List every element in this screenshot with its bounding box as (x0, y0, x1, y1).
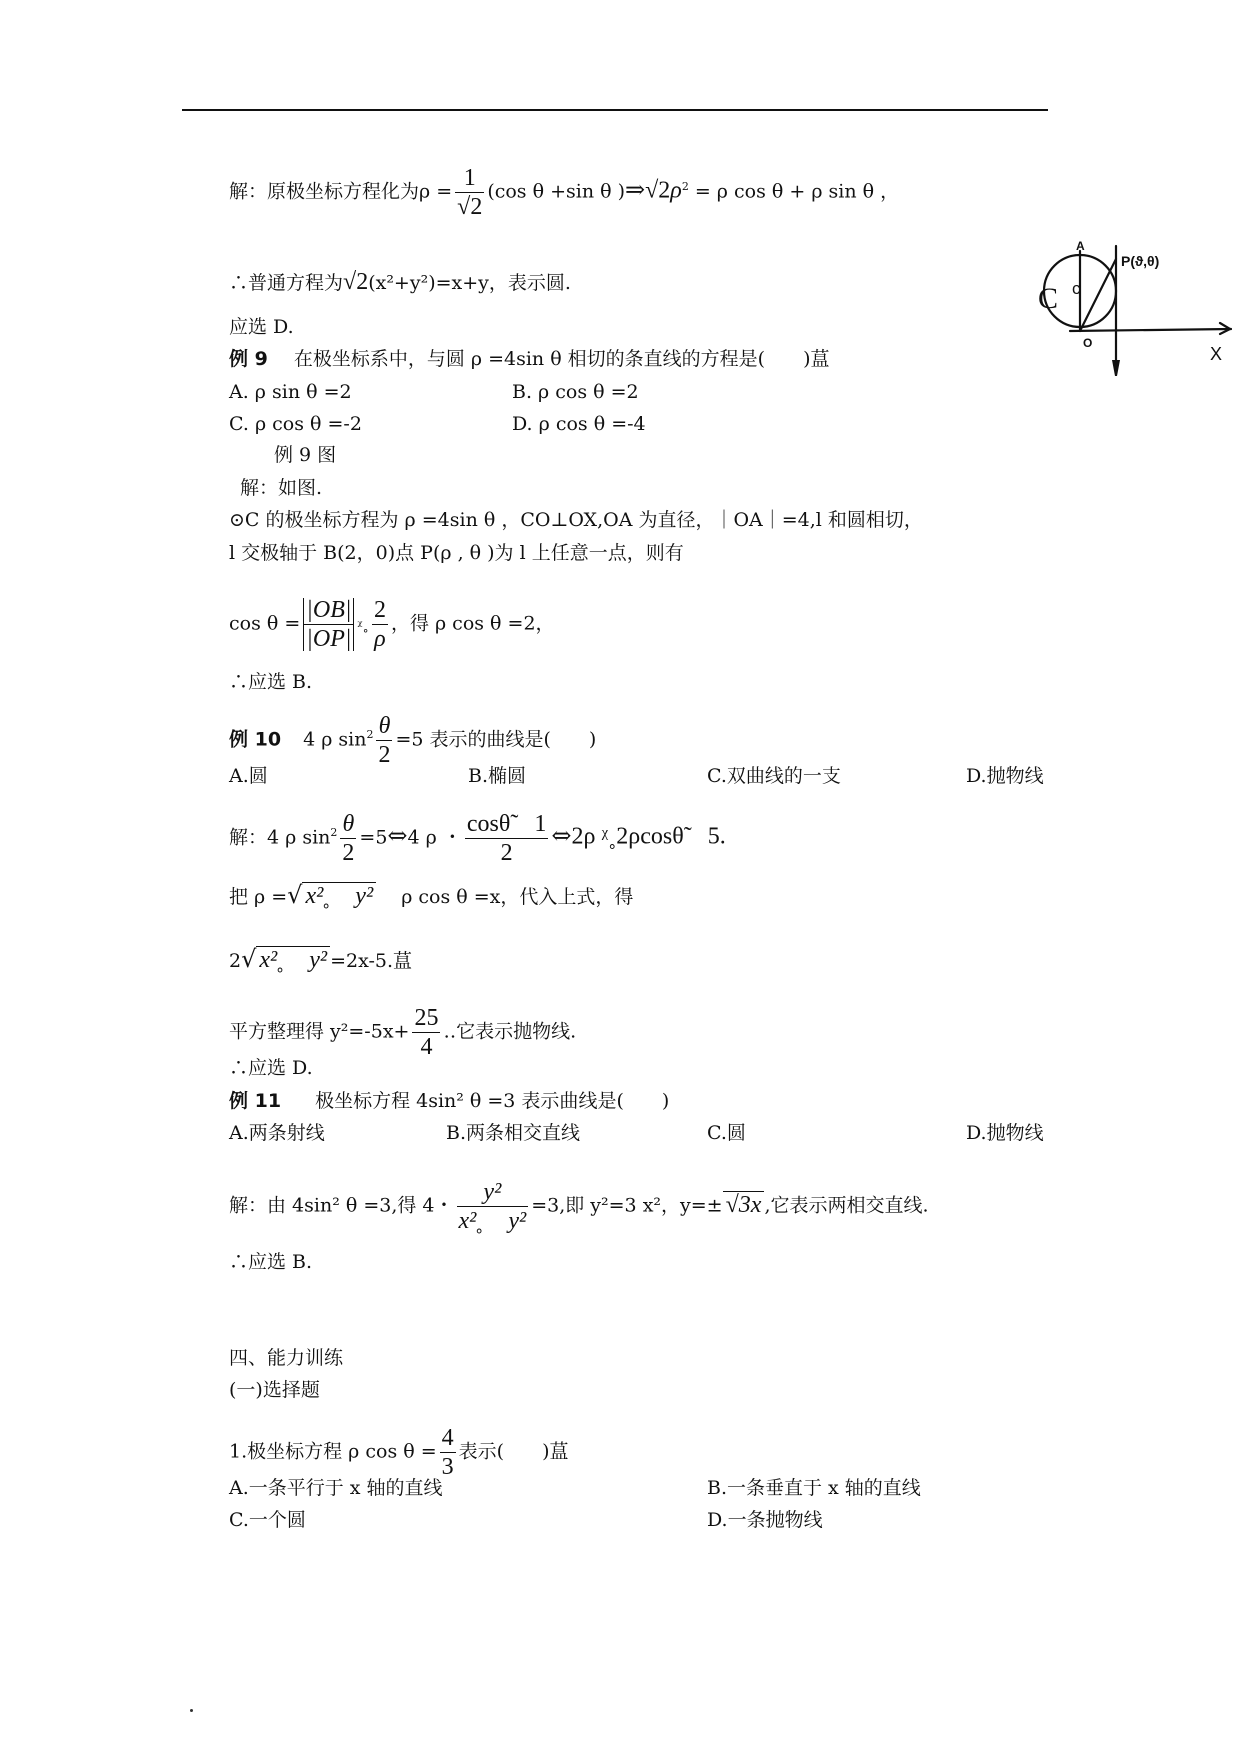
label-c-small: c (1072, 279, 1081, 298)
fraction-25-over-4: $\frac{25}{4}$ (414, 1005, 439, 1060)
example-9-answer: ∴应选 B. (229, 671, 313, 693)
label-x: X (1210, 344, 1223, 364)
header-rule (182, 109, 1048, 111)
example-10-option-b: B.椭圆 (468, 765, 527, 787)
label-o: O (1083, 336, 1093, 350)
line-bottom-mark (1112, 360, 1120, 376)
example-9-figure (1036, 238, 1232, 380)
example-10-solution-1: 解：4 ρ $\sin^2$ $\frac{\theta}{2}$ =5⇔4 ρ ・ $\frac{\cos\thetã 1}{2}$ ⇔2ρ ᵡ˳2ρcosθ̃ 5. (229, 811, 726, 866)
fraction-1-over-sqrt2: $\frac{1}{√2}$ (457, 165, 483, 220)
example-9-solution-line-1: ⊙C 的极坐标方程为 ρ =4sin θ ，CO⊥OX,OA 为直径，｜OA｜=4,l 和圆相切， (229, 509, 923, 531)
fraction-4-over-3: $\frac{4}{3}$ (441, 1425, 454, 1480)
example-9-option-d: D. ρ cos θ =-4 (512, 413, 646, 435)
label-c-big: C (1038, 282, 1059, 315)
label-a: A (1076, 239, 1085, 253)
question-1-option-c: C.一个圆 (229, 1509, 306, 1531)
example-9-question: 例 9 在极坐标系中，与圆 ρ =4sin θ 相切的条直线的方程是( )蒀 (229, 348, 830, 370)
example-10-answer: ∴应选 D. (229, 1057, 313, 1079)
example-10-option-a: A.圆 (229, 765, 268, 787)
section-4-heading: 四、能力训练 (229, 1347, 344, 1369)
example-11-option-a: A.两条射线 (229, 1122, 325, 1144)
question-1-option-d: D.一条抛物线 (707, 1509, 823, 1531)
example-10-option-c: C.双曲线的一支 (707, 765, 841, 787)
answer-d-1: 应选 D. (229, 316, 294, 338)
fraction-cos-theta: $\frac{\cos\thetã 1}{2}$ (466, 811, 547, 866)
example-10-solution-3: 2√ x²˳ y² =2x-5.蒀 (229, 945, 413, 973)
fraction-theta-over-2: $\frac{\theta}{2}$ (378, 713, 391, 768)
example-11-option-d: D.抛物线 (966, 1122, 1044, 1144)
example-11-answer: ∴应选 B. (229, 1251, 313, 1273)
example-10-option-d: D.抛物线 (966, 765, 1044, 787)
example-9-solution-line-2: l 交极轴于 B(2，0)点 P(ρ , θ )为 l 上任意一点，则有 (229, 542, 684, 564)
x-axis (1070, 329, 1231, 331)
example-9-option-c: C. ρ cos θ =-2 (229, 413, 362, 435)
fraction-2-over-rho: $\frac{2}{\rho}$ (373, 597, 386, 652)
example-10-question: 例 10 4 ρ $\sin^2$ $\frac{\theta}{2}$ =5 表示的曲线是( ) (229, 713, 597, 768)
example-10-solution-4: 平方整理得 y²=-5x+ $\frac{25}{4}$ ‥它表示抛物线. (229, 1005, 577, 1060)
example-9-option-a: A. ρ sin θ =2 (229, 381, 352, 403)
question-1: 1.极坐标方程 ρ cos θ = $\frac{4}{3}$ 表示( )蒀 (229, 1425, 569, 1480)
example-9-option-b: B. ρ cos θ =2 (512, 381, 639, 403)
example-11-option-c: C.圆 (707, 1122, 746, 1144)
footer-dot (190, 1709, 193, 1712)
example-11-question: 例 11 极坐标方程 4sin² θ =3 表示曲线是( ) (229, 1090, 670, 1112)
example-9-equation: cos θ = $\frac{|OB|}{|OP|}$ ᵡ˳ $\frac{2}{\rho}$ ，得 ρ cos θ =2， (229, 597, 555, 652)
fraction-y2-over-x2y2: $\frac{\text{y²}}{\text{x²˳ y²}}$ (458, 1179, 527, 1234)
section-4-subheading: (一)选择题 (229, 1379, 320, 1401)
example-9-figure-caption: 例 9 图 (274, 444, 337, 466)
fraction-theta-over-2-b: $\frac{\theta}{2}$ (342, 811, 355, 866)
solution-line-1: 解：原极坐标方程化为ρ = $\frac{1}{√2}$ (cos θ +sin θ )$\Rightarrow√2\rho^2 = \rho$ cos θ + ρ sin θ ， (229, 165, 900, 220)
label-p: P(ϑ,θ) (1121, 253, 1160, 269)
example-10-solution-2: 把 ρ =√ x²˳ y² ρ cos θ =x，代入上式，得 (229, 881, 634, 909)
segment-op (1080, 259, 1116, 331)
example-9-solution-start: 解：如图. (240, 477, 323, 499)
question-1-option-a: A.一条平行于 x 轴的直线 (229, 1477, 443, 1499)
example-11-option-b: B.两条相交直线 (446, 1122, 581, 1144)
solution-line-2: ∴普通方程为√2(x²+y²)=x+y，表示圆. (229, 269, 571, 295)
question-1-option-b: B.一条垂直于 x 轴的直线 (707, 1477, 921, 1499)
example-11-solution: 解：由 4sin² θ =3,得 4・ $\frac{\text{y²}}{\text{x²˳ y²}}$ =3,即 y²=3 x²，y=± √3x ,它表示两相交直线. (229, 1179, 929, 1234)
fraction-ob-over-op: $\frac{|OB|}{|OP|}$ (303, 598, 354, 651)
